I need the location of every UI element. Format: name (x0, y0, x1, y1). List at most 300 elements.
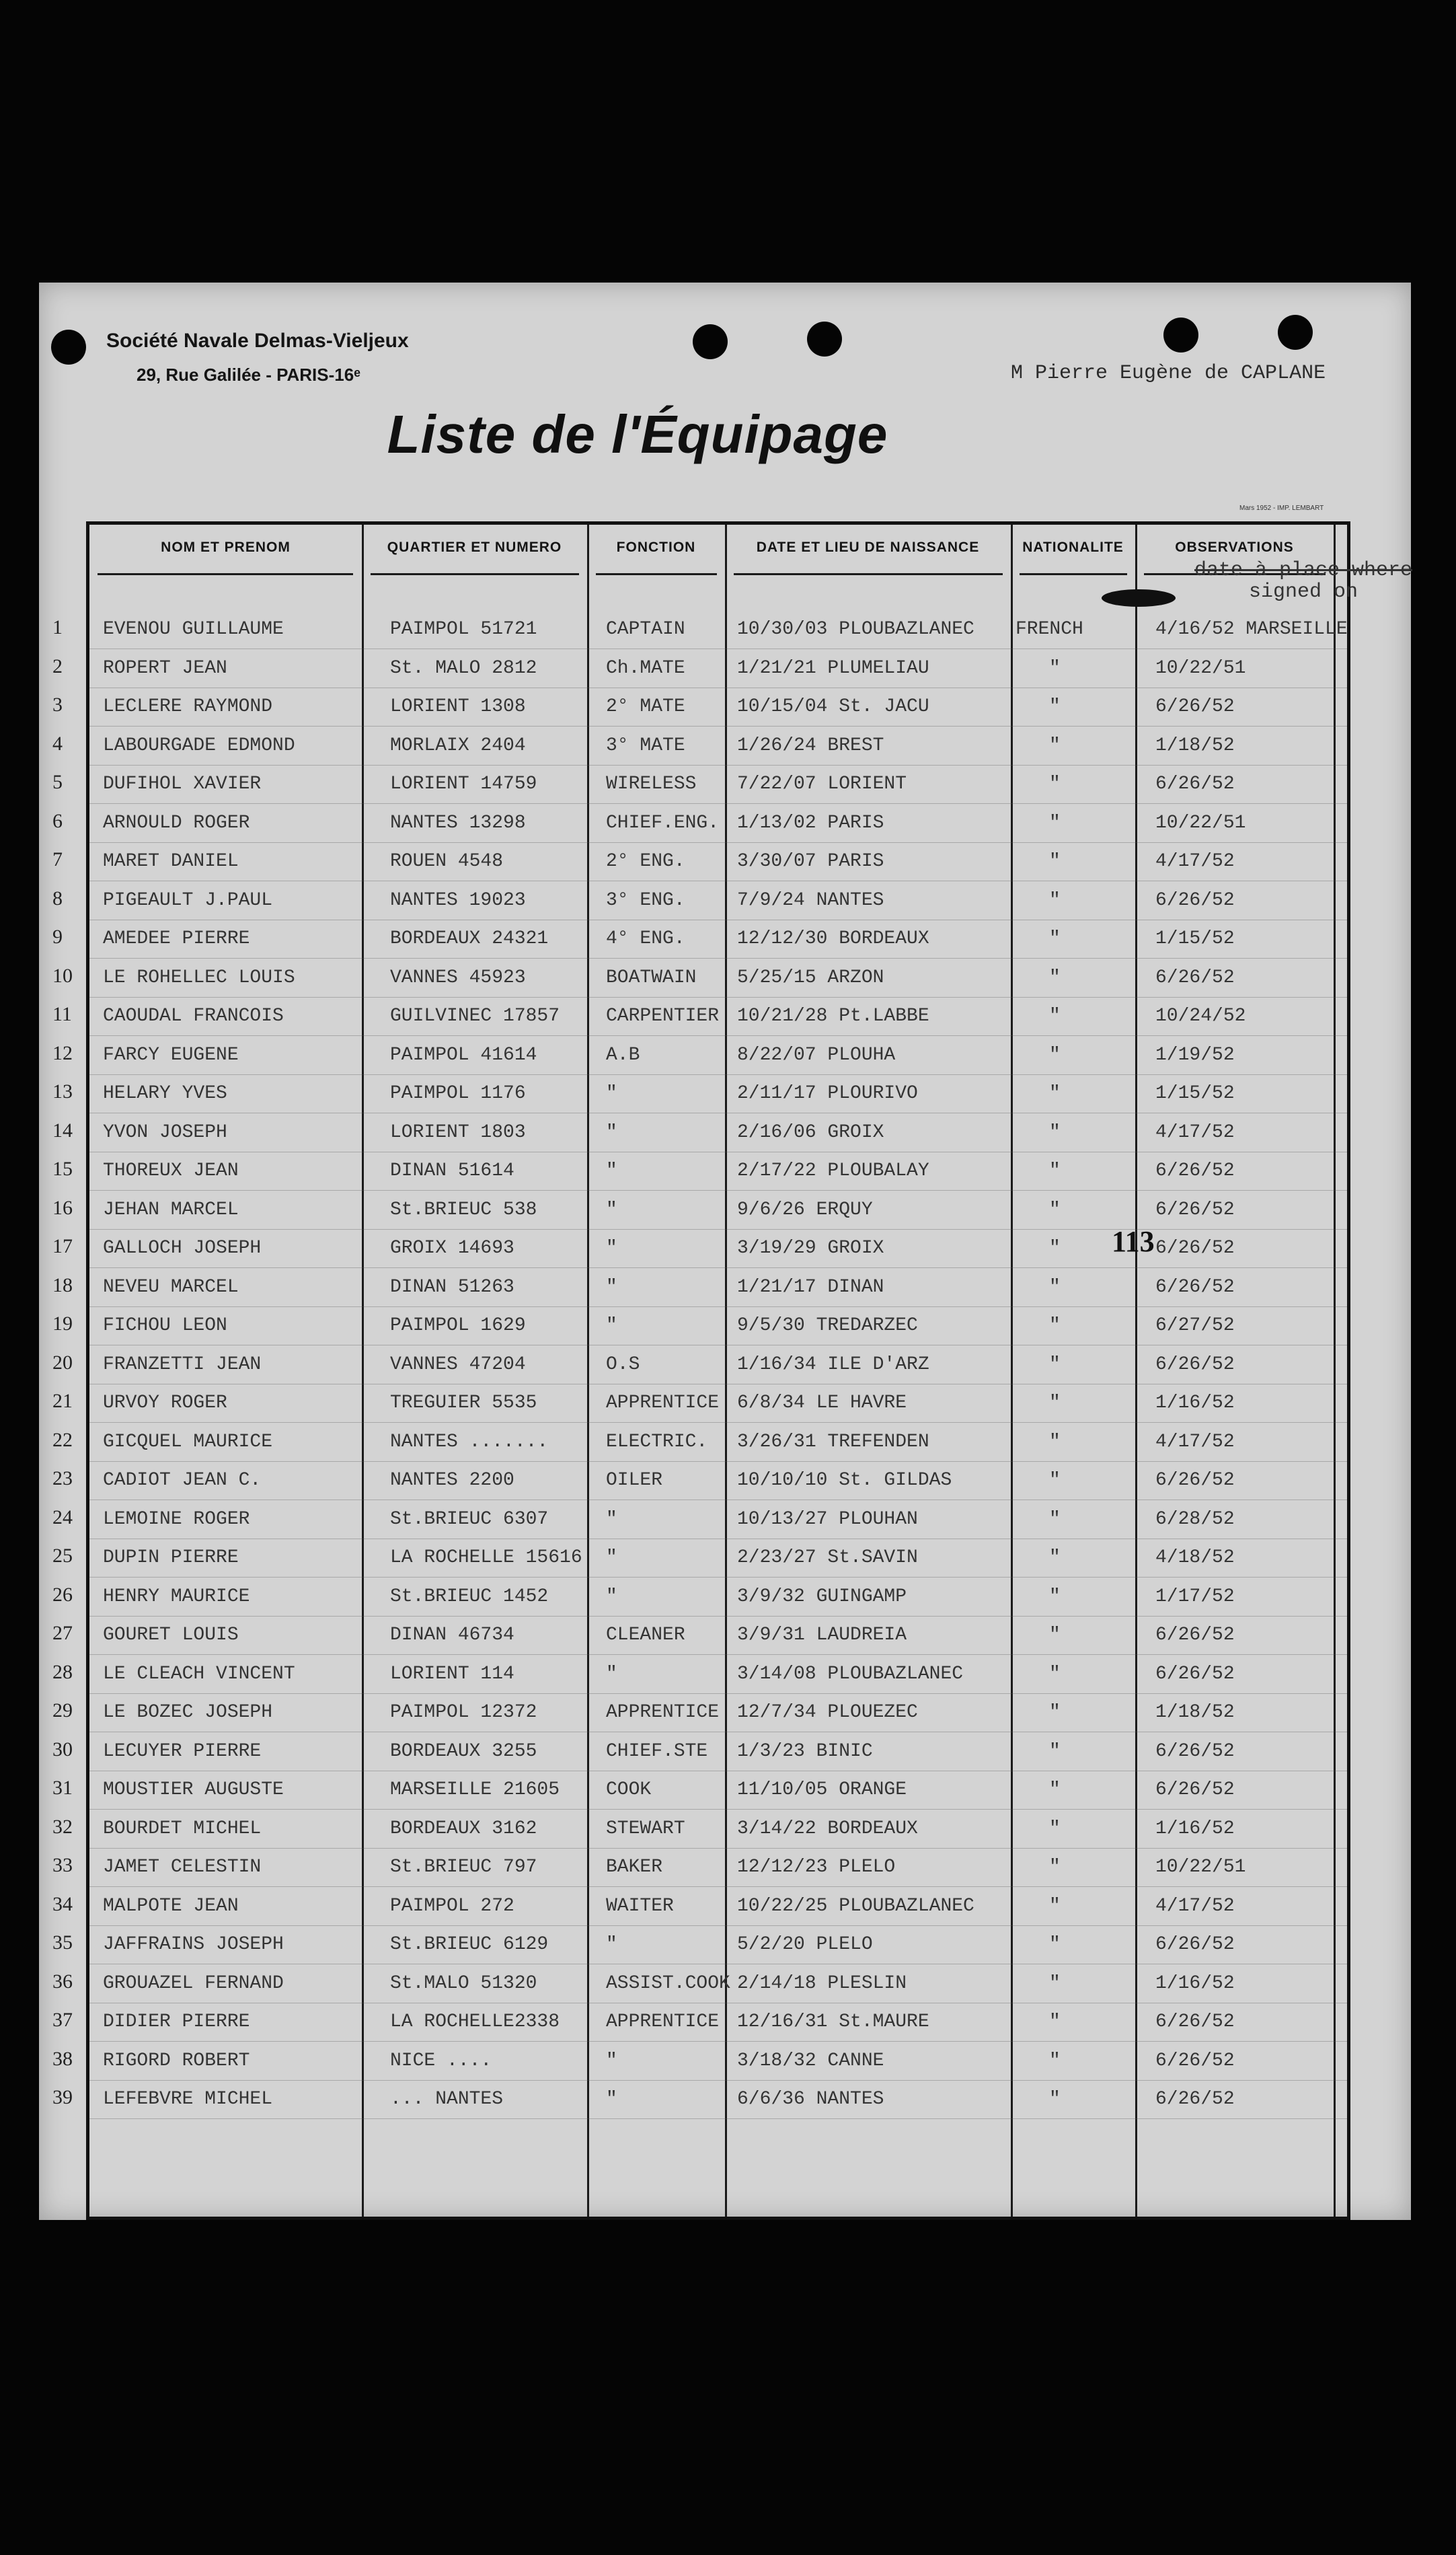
crew-nationality: " (1049, 1818, 1061, 1839)
crew-function: A.B (606, 1044, 640, 1066)
crew-quarter: ... NANTES (390, 2089, 504, 2110)
crew-name: URVOY ROGER (103, 1393, 227, 1413)
crew-observation: 1/16/52 (1155, 1818, 1235, 1839)
crew-observation: 4/17/52 (1155, 1895, 1235, 1917)
crew-nationality: " (1049, 1934, 1061, 1955)
crew-quarter: VANNES 47204 (390, 1354, 526, 1375)
crew-function: APPRENTICE (606, 1393, 720, 1413)
crew-quarter: MARSEILLE 21605 (390, 1779, 560, 1800)
crew-quarter: LORIENT 1308 (390, 696, 526, 717)
crew-quarter: NANTES 19023 (390, 889, 526, 911)
table-row (39, 1191, 1411, 1230)
crew-nationality: " (1049, 2050, 1061, 2071)
crew-nationality: " (1049, 889, 1061, 911)
row-number: 17 (52, 1235, 73, 1257)
crew-name: CAOUDAL FRANCOIS (103, 1006, 284, 1027)
crew-birth: 10/10/10 St. GILDAS (737, 1470, 952, 1491)
crew-quarter: MORLAIX 2404 (390, 735, 526, 756)
row-number: 15 (52, 1158, 73, 1180)
crew-function: 3° ENG. (606, 889, 685, 911)
table-row (39, 882, 1411, 920)
crew-nationality: " (1049, 812, 1061, 834)
crew-name: THOREUX JEAN (103, 1160, 239, 1181)
punch-hole (1278, 315, 1313, 350)
crew-function: 2° MATE (606, 696, 685, 717)
crew-function: " (606, 1508, 617, 1530)
crew-nationality: " (1049, 1199, 1061, 1220)
crew-observation: 6/26/52 (1155, 967, 1235, 988)
crew-birth: 1/21/17 DINAN (737, 1276, 884, 1298)
crew-birth: 2/23/27 St.SAVIN (737, 1547, 918, 1568)
crew-observation: 1/15/52 (1155, 1083, 1235, 1104)
row-number: 13 (52, 1080, 73, 1103)
crew-birth: 5/25/15 ARZON (737, 967, 884, 988)
crew-observation: 6/26/52 (1155, 1276, 1235, 1298)
crew-observation: 6/26/52 (1155, 1625, 1235, 1645)
table-row (39, 1694, 1411, 1732)
table-row (39, 2003, 1411, 2042)
row-number: 10 (52, 964, 73, 987)
crew-nationality: " (1049, 1972, 1061, 1994)
row-number: 1 (52, 616, 63, 638)
table-row (39, 1462, 1411, 1500)
crew-nationality: " (1049, 1393, 1061, 1413)
crew-name: LEMOINE ROGER (103, 1508, 250, 1530)
crew-birth: 3/30/07 PARIS (737, 851, 884, 872)
crew-function: " (606, 1121, 617, 1143)
row-number: 8 (52, 887, 63, 910)
crew-name: DUPIN PIERRE (103, 1547, 239, 1568)
crew-name: JAFFRAINS JOSEPH (103, 1934, 284, 1955)
crew-quarter: VANNES 45923 (390, 967, 526, 988)
header-underline (734, 573, 1003, 575)
crew-nationality: " (1049, 1315, 1061, 1336)
crew-function: CHIEF.ENG. (606, 812, 720, 834)
row-rule (89, 2118, 1347, 2119)
crew-observation: 6/26/52 (1155, 2050, 1235, 2071)
ink-blot (1102, 589, 1176, 607)
crew-observation: 6/26/52 (1155, 1470, 1235, 1491)
row-number: 28 (52, 1660, 73, 1683)
row-number: 35 (52, 1931, 73, 1954)
crew-observation: 1/15/52 (1155, 928, 1235, 949)
table-row (39, 1578, 1411, 1617)
crew-function: " (606, 2050, 617, 2071)
crew-observation: 1/18/52 (1155, 735, 1235, 756)
crew-name: JAMET CELESTIN (103, 1857, 262, 1878)
crew-quarter: St.BRIEUC 6129 (390, 1934, 549, 1955)
crew-quarter: St.BRIEUC 797 (390, 1857, 537, 1878)
crew-nationality: FRENCH (1016, 619, 1083, 640)
crew-function: WIRELESS (606, 774, 697, 794)
crew-quarter: St.BRIEUC 6307 (390, 1508, 549, 1530)
row-number: 16 (52, 1196, 73, 1219)
header-underline (1020, 573, 1127, 575)
crew-nationality: " (1049, 1547, 1061, 1568)
row-number: 11 (52, 1003, 72, 1025)
crew-nationality: " (1049, 2011, 1061, 2032)
crew-function: " (606, 1199, 617, 1220)
crew-birth: 3/18/32 CANNE (737, 2050, 884, 2071)
crew-observation: 6/26/52 (1155, 1238, 1235, 1259)
row-number: 26 (52, 1583, 73, 1606)
table-row (39, 688, 1411, 727)
row-number: 7 (52, 848, 63, 871)
crew-function: ELECTRIC. (606, 1431, 708, 1452)
crew-function: WAITER (606, 1895, 674, 1917)
crew-nationality: " (1049, 1740, 1061, 1762)
crew-birth: 1/21/21 PLUMELIAU (737, 657, 929, 679)
crew-function: " (606, 2089, 617, 2110)
crew-quarter: NANTES ....... (390, 1431, 549, 1452)
crew-observation: 6/26/52 (1155, 774, 1235, 794)
row-number: 24 (52, 1506, 73, 1528)
crew-observation: 10/22/51 (1155, 812, 1246, 834)
crew-name: MARET DANIEL (103, 851, 239, 872)
crew-function: 3° MATE (606, 735, 685, 756)
crew-name: GOURET LOUIS (103, 1625, 239, 1645)
crew-nationality: " (1049, 1431, 1061, 1452)
crew-birth: 12/7/34 PLOUEZEC (737, 1702, 918, 1723)
crew-quarter: GUILVINEC 17857 (390, 1006, 560, 1027)
table-row (39, 1656, 1411, 1694)
row-number: 27 (52, 1622, 73, 1644)
row-number: 19 (52, 1312, 73, 1335)
crew-nationality: " (1049, 1702, 1061, 1723)
crew-nationality: " (1049, 1083, 1061, 1104)
row-number: 39 (52, 2086, 73, 2108)
crew-quarter: St. MALO 2812 (390, 657, 537, 679)
table-row (39, 920, 1411, 959)
crew-birth: 12/12/23 PLELO (737, 1857, 896, 1878)
row-number: 22 (52, 1428, 73, 1451)
crew-function: 2° ENG. (606, 851, 685, 872)
crew-name: CADIOT JEAN C. (103, 1470, 262, 1491)
table-row (39, 1037, 1411, 1075)
crew-observation: 6/26/52 (1155, 889, 1235, 911)
crew-birth: 10/21/28 Pt.LABBE (737, 1006, 929, 1027)
crew-observation: 6/27/52 (1155, 1315, 1235, 1336)
crew-list-sheet (39, 283, 1411, 2220)
crew-birth: 3/14/22 BORDEAUX (737, 1818, 918, 1839)
crew-function: COOK (606, 1779, 652, 1800)
row-number: 29 (52, 1699, 73, 1721)
table-row (39, 1075, 1411, 1113)
crew-function: ASSIST.COOK (606, 1972, 730, 1994)
crew-observation: 10/22/51 (1155, 1857, 1246, 1878)
row-number: 18 (52, 1273, 73, 1296)
header-underline (98, 573, 353, 575)
table-row (39, 1733, 1411, 1771)
crew-observation: 6/26/52 (1155, 1934, 1235, 1955)
observations-typed-line: date à place where (1194, 559, 1413, 582)
crew-quarter: LA ROCHELLE2338 (390, 2011, 560, 2032)
crew-birth: 10/13/27 PLOUHAN (737, 1508, 918, 1530)
crew-observation: 4/18/52 (1155, 1547, 1235, 1568)
crew-quarter: PAIMPOL 272 (390, 1895, 514, 1917)
crew-function: OILER (606, 1470, 663, 1491)
crew-nationality: " (1049, 1121, 1061, 1143)
crew-birth: 10/15/04 St. JACU (737, 696, 929, 717)
observations-typed-line: signed on (1248, 581, 1358, 603)
table-row (39, 1965, 1411, 2003)
crew-function: APPRENTICE (606, 1702, 720, 1723)
ship-name: M Pierre Eugène de CAPLANE (1011, 362, 1326, 385)
crew-quarter: St.BRIEUC 1452 (390, 1586, 549, 1607)
crew-birth: 6/6/36 NANTES (737, 2089, 884, 2110)
crew-birth: 1/16/34 ILE D'ARZ (737, 1354, 929, 1375)
crew-birth: 10/30/03 PLOUBAZLANEC (737, 619, 974, 640)
crew-quarter: St.BRIEUC 538 (390, 1199, 537, 1220)
crew-nationality: " (1049, 1276, 1061, 1298)
crew-nationality: " (1049, 2089, 1061, 2110)
crew-observation: 6/26/52 (1155, 1160, 1235, 1181)
column-header-function: FONCTION (616, 540, 696, 555)
table-row (39, 1346, 1411, 1384)
row-number: 6 (52, 809, 63, 832)
crew-function: " (606, 1663, 617, 1684)
crew-name: LE ROHELLEC LOUIS (103, 967, 295, 988)
table-row (39, 1114, 1411, 1152)
crew-birth: 3/14/08 PLOUBAZLANEC (737, 1663, 964, 1684)
crew-quarter: NANTES 13298 (390, 812, 526, 834)
table-row (39, 727, 1411, 766)
crew-nationality: " (1049, 1857, 1061, 1878)
crew-name: FICHOU LEON (103, 1315, 227, 1336)
crew-function: " (606, 1083, 617, 1104)
crew-name: EVENOU GUILLAUME (103, 619, 284, 640)
crew-birth: 8/22/07 PLOUHA (737, 1044, 896, 1066)
table-row (39, 2042, 1411, 2081)
column-header-nationality: NATIONALITE (1022, 540, 1124, 555)
row-number: 23 (52, 1467, 73, 1489)
crew-nationality: " (1049, 1006, 1061, 1027)
crew-birth: 6/8/34 LE HAVRE (737, 1393, 907, 1413)
crew-name: GROUAZEL FERNAND (103, 1972, 284, 1994)
crew-quarter: LORIENT 114 (390, 1663, 514, 1684)
crew-birth: 1/26/24 BREST (737, 735, 884, 756)
table-row (39, 843, 1411, 881)
column-header-quarter: QUARTIER ET NUMERO (387, 540, 562, 555)
crew-name: LE BOZEC JOSEPH (103, 1702, 273, 1723)
crew-observation: 6/26/52 (1155, 1740, 1235, 1762)
table-row (39, 1423, 1411, 1462)
crew-function: " (606, 1238, 617, 1259)
crew-name: RIGORD ROBERT (103, 2050, 250, 2071)
crew-function: CAPTAIN (606, 619, 685, 640)
crew-birth: 1/13/02 PARIS (737, 812, 884, 834)
crew-nationality: " (1049, 735, 1061, 756)
crew-name: LE CLEACH VINCENT (103, 1663, 295, 1684)
table-row (39, 1617, 1411, 1655)
crew-name: NEVEU MARCEL (103, 1276, 239, 1298)
crew-nationality: " (1049, 1663, 1061, 1684)
observations-typed-note (1192, 560, 1414, 603)
crew-birth: 3/9/32 GUINGAMP (737, 1586, 907, 1607)
crew-function: CHIEF.STE (606, 1740, 708, 1762)
crew-name: LEFEBVRE MICHEL (103, 2089, 273, 2110)
row-number: 38 (52, 2047, 73, 2070)
row-number: 12 (52, 1041, 73, 1064)
row-number: 5 (52, 771, 63, 793)
table-row (39, 766, 1411, 804)
crew-observation: 1/18/52 (1155, 1702, 1235, 1723)
crew-name: MALPOTE JEAN (103, 1895, 239, 1917)
crew-observation: 4/17/52 (1155, 851, 1235, 872)
crew-observation: 6/26/52 (1155, 1779, 1235, 1800)
crew-quarter: PAIMPOL 41614 (390, 1044, 537, 1066)
table-row (39, 1849, 1411, 1887)
crew-birth: 2/17/22 PLOUBALAY (737, 1160, 929, 1181)
crew-nationality: " (1049, 1354, 1061, 1375)
crew-nationality: " (1049, 928, 1061, 949)
crew-name: DUFIHOL XAVIER (103, 774, 262, 794)
crew-quarter: GROIX 14693 (390, 1238, 514, 1259)
punch-hole (51, 330, 86, 365)
header-underline (596, 573, 717, 575)
crew-function: APPRENTICE (606, 2011, 720, 2032)
crew-observation: 6/26/52 (1155, 1354, 1235, 1375)
crew-nationality: " (1049, 774, 1061, 794)
table-row (39, 1230, 1411, 1268)
crew-name: FRANZETTI JEAN (103, 1354, 262, 1375)
crew-nationality: " (1049, 1586, 1061, 1607)
crew-name: AMEDEE PIERRE (103, 928, 250, 949)
crew-birth: 10/22/25 PLOUBAZLANEC (737, 1895, 974, 1917)
crew-quarter: BORDEAUX 3255 (390, 1740, 537, 1762)
punch-hole (693, 324, 728, 359)
crew-function: STEWART (606, 1818, 685, 1839)
crew-observation: 6/26/52 (1155, 696, 1235, 717)
row-number: 21 (52, 1390, 73, 1412)
table-row (39, 1771, 1411, 1810)
printer-note: Mars 1952 - IMP. LEMBART (1239, 505, 1324, 512)
row-number: 31 (52, 1777, 73, 1799)
table-row (39, 1152, 1411, 1191)
crew-quarter: DINAN 51263 (390, 1276, 514, 1298)
crew-quarter: DINAN 46734 (390, 1625, 514, 1645)
crew-nationality: " (1049, 1779, 1061, 1800)
crew-observation: 1/19/52 (1155, 1044, 1235, 1066)
crew-function: Ch.MATE (606, 657, 685, 679)
table-row (39, 2081, 1411, 2119)
table-row (39, 1307, 1411, 1345)
crew-observation: 1/16/52 (1155, 1972, 1235, 1994)
row-number: 20 (52, 1351, 73, 1374)
crew-quarter: PAIMPOL 1629 (390, 1315, 526, 1336)
crew-function: " (606, 1276, 617, 1298)
crew-quarter: NICE .... (390, 2050, 492, 2071)
crew-observation: 4/16/52 MARSEILLE (1155, 619, 1348, 640)
crew-birth: 2/16/06 GROIX (737, 1121, 884, 1143)
row-number: 9 (52, 926, 63, 948)
table-row (39, 1926, 1411, 1964)
crew-name: MOUSTIER AUGUSTE (103, 1779, 284, 1800)
punch-hole (807, 322, 842, 357)
crew-observation: 1/17/52 (1155, 1586, 1235, 1607)
crew-name: LECUYER PIERRE (103, 1740, 262, 1762)
crew-birth: 2/14/18 PLESLIN (737, 1972, 907, 1994)
crew-nationality: " (1049, 1044, 1061, 1066)
crew-birth: 12/16/31 St.MAURE (737, 2011, 929, 2032)
row-number: 33 (52, 1854, 73, 1876)
column-header-name: NOM ET PRENOM (161, 540, 291, 555)
crew-birth: 9/6/26 ERQUY (737, 1199, 873, 1220)
crew-quarter: BORDEAUX 3162 (390, 1818, 537, 1839)
crew-nationality: " (1049, 851, 1061, 872)
crew-birth: 1/3/23 BINIC (737, 1740, 873, 1762)
crew-quarter: NANTES 2200 (390, 1470, 514, 1491)
crew-quarter: PAIMPOL 51721 (390, 619, 537, 640)
folio-number: 113 (1112, 1225, 1155, 1258)
crew-observation: 10/24/52 (1155, 1006, 1246, 1027)
crew-function: " (606, 1315, 617, 1336)
crew-observation: 1/16/52 (1155, 1393, 1235, 1413)
crew-quarter: LORIENT 1803 (390, 1121, 526, 1143)
table-row (39, 650, 1411, 688)
crew-birth: 5/2/20 PLELO (737, 1934, 873, 1955)
table-row (39, 1539, 1411, 1578)
crew-name: DIDIER PIERRE (103, 2011, 250, 2032)
punch-hole (1163, 318, 1198, 353)
crew-function: CARPENTIER (606, 1006, 720, 1027)
crew-quarter: St.MALO 51320 (390, 1972, 537, 1994)
table-row (39, 1888, 1411, 1926)
row-number: 14 (52, 1119, 73, 1142)
crew-function: " (606, 1547, 617, 1568)
crew-quarter: PAIMPOL 1176 (390, 1083, 526, 1104)
crew-function: " (606, 1160, 617, 1181)
row-number: 36 (52, 1970, 73, 1993)
crew-name: PIGEAULT J.PAUL (103, 889, 273, 911)
row-number: 30 (52, 1738, 73, 1761)
crew-nationality: " (1049, 1160, 1061, 1181)
crew-name: FARCY EUGENE (103, 1044, 239, 1066)
table-row (39, 1269, 1411, 1307)
crew-name: LECLERE RAYMOND (103, 696, 273, 717)
crew-observation: 6/26/52 (1155, 1663, 1235, 1684)
table-row (39, 1810, 1411, 1849)
crew-name: HENRY MAURICE (103, 1586, 250, 1607)
row-number: 4 (52, 732, 63, 755)
crew-quarter: LA ROCHELLE 15616 (390, 1547, 582, 1568)
column-header-birth: DATE ET LIEU DE NAISSANCE (756, 540, 980, 555)
crew-birth: 2/11/17 PLOURIVO (737, 1083, 918, 1104)
crew-quarter: BORDEAUX 24321 (390, 928, 549, 949)
crew-birth: 3/26/31 TREFENDEN (737, 1431, 929, 1452)
crew-name: LABOURGADE EDMOND (103, 735, 295, 756)
crew-birth: 11/10/05 ORANGE (737, 1779, 907, 1800)
crew-birth: 7/9/24 NANTES (737, 889, 884, 911)
crew-observation: 6/26/52 (1155, 2089, 1235, 2110)
crew-quarter: TREGUIER 5535 (390, 1393, 537, 1413)
crew-quarter: DINAN 51614 (390, 1160, 514, 1181)
table-row (39, 1501, 1411, 1539)
crew-nationality: " (1049, 657, 1061, 679)
crew-function: CLEANER (606, 1625, 685, 1645)
crew-function: " (606, 1586, 617, 1607)
crew-name: BOURDET MICHEL (103, 1818, 262, 1839)
table-row (39, 998, 1411, 1036)
crew-observation: 6/26/52 (1155, 1199, 1235, 1220)
crew-name: HELARY YVES (103, 1083, 227, 1104)
crew-function: BAKER (606, 1857, 663, 1878)
crew-name: GALLOCH JOSEPH (103, 1238, 262, 1259)
row-number: 37 (52, 2009, 73, 2031)
page-title: Liste de l'Équipage (387, 404, 888, 464)
crew-birth: 3/9/31 LAUDREIA (737, 1625, 907, 1645)
crew-birth: 7/22/07 LORIENT (737, 774, 907, 794)
